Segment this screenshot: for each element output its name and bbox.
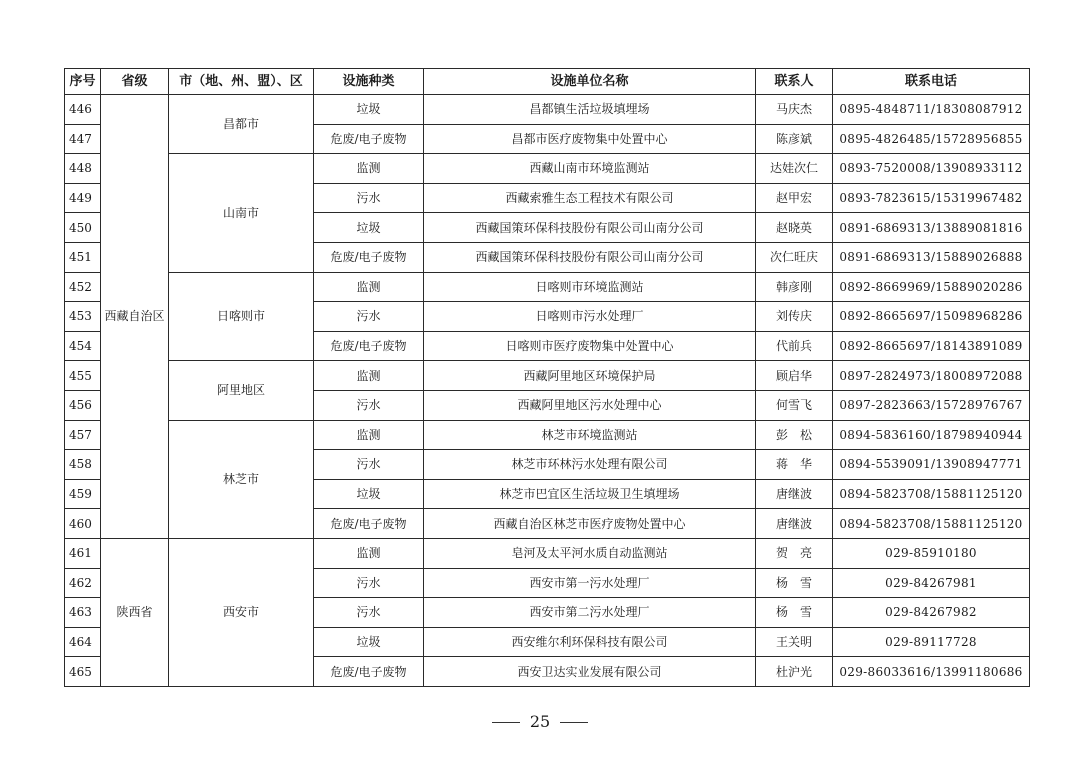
row-type: 垃圾 xyxy=(314,95,424,125)
row-type: 垃圾 xyxy=(314,213,424,243)
table-row xyxy=(65,154,1030,184)
row-contact: 陈彦斌 xyxy=(756,124,833,154)
table-row xyxy=(65,420,1030,450)
row-unit: 林芝市环林污水处理有限公司 xyxy=(424,450,756,480)
row-unit: 西藏山南市环境监测站 xyxy=(424,154,756,184)
row-phone: 0892-8665697/18143891089 xyxy=(833,331,1030,361)
row-type: 污水 xyxy=(314,450,424,480)
row-unit: 昌都镇生活垃圾填埋场 xyxy=(424,95,756,125)
row-type: 污水 xyxy=(314,390,424,420)
row-unit: 西安维尔利环保科技有限公司 xyxy=(424,627,756,657)
row-unit: 西藏阿里地区环境保护局 xyxy=(424,361,756,391)
row-contact: 次仁旺庆 xyxy=(756,242,833,272)
header-phone: 联系电话 xyxy=(833,69,1030,95)
row-seq: 453 xyxy=(65,302,101,332)
row-seq: 465 xyxy=(65,657,101,687)
row-phone: 0897-2824973/18008972088 xyxy=(833,361,1030,391)
row-type: 监测 xyxy=(314,272,424,302)
row-type: 垃圾 xyxy=(314,479,424,509)
row-contact: 唐继波 xyxy=(756,479,833,509)
row-type: 污水 xyxy=(314,183,424,213)
row-seq: 446 xyxy=(65,95,101,125)
row-contact: 顾启华 xyxy=(756,361,833,391)
row-unit: 日喀则市污水处理厂 xyxy=(424,302,756,332)
row-seq: 461 xyxy=(65,538,101,568)
row-type: 监测 xyxy=(314,361,424,391)
row-contact: 赵甲宏 xyxy=(756,183,833,213)
header-contact: 联系人 xyxy=(756,69,833,95)
row-unit: 西藏索雅生态工程技术有限公司 xyxy=(424,183,756,213)
row-seq: 451 xyxy=(65,242,101,272)
row-contact: 刘传庆 xyxy=(756,302,833,332)
row-phone: 029-84267981 xyxy=(833,568,1030,598)
row-unit: 皂河及太平河水质自动监测站 xyxy=(424,538,756,568)
row-type: 监测 xyxy=(314,538,424,568)
row-phone: 0894-5836160/18798940944 xyxy=(833,420,1030,450)
row-seq: 447 xyxy=(65,124,101,154)
city-cell: 西安市 xyxy=(169,538,314,686)
row-unit: 西藏阿里地区污水处理中心 xyxy=(424,390,756,420)
header-seq: 序号 xyxy=(65,69,101,95)
header-city: 市（地、州、盟）、区 xyxy=(169,69,314,95)
table-row xyxy=(65,272,1030,302)
row-unit: 西安市第二污水处理厂 xyxy=(424,598,756,628)
province-cell: 西藏自治区 xyxy=(101,95,169,539)
row-type: 污水 xyxy=(314,598,424,628)
row-seq: 448 xyxy=(65,154,101,184)
row-contact: 马庆杰 xyxy=(756,95,833,125)
row-unit: 日喀则市环境监测站 xyxy=(424,272,756,302)
row-contact: 杜沪光 xyxy=(756,657,833,687)
row-seq: 458 xyxy=(65,450,101,480)
row-unit: 林芝市巴宜区生活垃圾卫生填埋场 xyxy=(424,479,756,509)
header-province: 省级 xyxy=(101,69,169,95)
row-phone: 0894-5823708/15881125120 xyxy=(833,509,1030,539)
row-seq: 455 xyxy=(65,361,101,391)
row-unit: 林芝市环境监测站 xyxy=(424,420,756,450)
row-contact: 王关明 xyxy=(756,627,833,657)
row-contact: 彭 松 xyxy=(756,420,833,450)
row-type: 污水 xyxy=(314,302,424,332)
row-seq: 452 xyxy=(65,272,101,302)
row-type: 危废/电子废物 xyxy=(314,657,424,687)
city-cell: 山南市 xyxy=(169,154,314,272)
row-seq: 463 xyxy=(65,598,101,628)
row-seq: 460 xyxy=(65,509,101,539)
city-cell: 阿里地区 xyxy=(169,361,314,420)
row-phone: 0897-2823663/15728976767 xyxy=(833,390,1030,420)
row-contact: 代前兵 xyxy=(756,331,833,361)
row-seq: 462 xyxy=(65,568,101,598)
row-seq: 449 xyxy=(65,183,101,213)
table-row xyxy=(65,538,1030,568)
row-seq: 459 xyxy=(65,479,101,509)
row-phone: 0895-4826485/15728956855 xyxy=(833,124,1030,154)
row-phone: 0894-5823708/15881125120 xyxy=(833,479,1030,509)
table-row xyxy=(65,95,1030,125)
row-seq: 464 xyxy=(65,627,101,657)
header-row xyxy=(65,69,1030,95)
table-body xyxy=(65,95,1030,687)
row-contact: 杨 雪 xyxy=(756,568,833,598)
header-type: 设施种类 xyxy=(314,69,424,95)
page-footer xyxy=(0,712,1080,731)
row-type: 危废/电子废物 xyxy=(314,242,424,272)
row-type: 垃圾 xyxy=(314,627,424,657)
row-phone: 0891-6869313/15889026888 xyxy=(833,242,1030,272)
row-contact: 杨 雪 xyxy=(756,598,833,628)
row-contact: 韩彦刚 xyxy=(756,272,833,302)
page-number: 25 xyxy=(529,712,551,731)
row-phone: 029-84267982 xyxy=(833,598,1030,628)
row-contact: 何雪飞 xyxy=(756,390,833,420)
footer-dash-right xyxy=(560,722,588,723)
row-seq: 454 xyxy=(65,331,101,361)
row-phone: 0893-7823615/15319967482 xyxy=(833,183,1030,213)
row-unit: 昌都市医疗废物集中处置中心 xyxy=(424,124,756,154)
row-phone: 0893-7520008/13908933112 xyxy=(833,154,1030,184)
row-phone: 0891-6869313/13889081816 xyxy=(833,213,1030,243)
footer-dash-left xyxy=(492,722,520,723)
row-phone: 0895-4848711/18308087912 xyxy=(833,95,1030,125)
row-phone: 029-85910180 xyxy=(833,538,1030,568)
row-unit: 西藏国策环保科技股份有限公司山南分公司 xyxy=(424,213,756,243)
row-seq: 450 xyxy=(65,213,101,243)
row-contact: 赵晓英 xyxy=(756,213,833,243)
row-seq: 456 xyxy=(65,390,101,420)
row-contact: 蒋 华 xyxy=(756,450,833,480)
row-unit: 日喀则市医疗废物集中处置中心 xyxy=(424,331,756,361)
city-cell: 日喀则市 xyxy=(169,272,314,361)
row-type: 危废/电子废物 xyxy=(314,124,424,154)
city-cell: 昌都市 xyxy=(169,95,314,154)
province-cell: 陕西省 xyxy=(101,538,169,686)
row-contact: 唐继波 xyxy=(756,509,833,539)
row-type: 监测 xyxy=(314,420,424,450)
row-unit: 西藏国策环保科技股份有限公司山南分公司 xyxy=(424,242,756,272)
row-seq: 457 xyxy=(65,420,101,450)
row-type: 危废/电子废物 xyxy=(314,509,424,539)
row-type: 污水 xyxy=(314,568,424,598)
row-phone: 029-89117728 xyxy=(833,627,1030,657)
row-unit: 西藏自治区林芝市医疗废物处置中心 xyxy=(424,509,756,539)
row-phone: 029-86033616/13991180686 xyxy=(833,657,1030,687)
facility-table xyxy=(64,68,1030,687)
row-contact: 贺 亮 xyxy=(756,538,833,568)
row-unit: 西安卫达实业发展有限公司 xyxy=(424,657,756,687)
row-type: 危废/电子废物 xyxy=(314,331,424,361)
row-phone: 0894-5539091/13908947771 xyxy=(833,450,1030,480)
row-unit: 西安市第一污水处理厂 xyxy=(424,568,756,598)
row-contact: 达娃次仁 xyxy=(756,154,833,184)
row-phone: 0892-8669969/15889020286 xyxy=(833,272,1030,302)
header-unit: 设施单位名称 xyxy=(424,69,756,95)
row-phone: 0892-8665697/15098968286 xyxy=(833,302,1030,332)
row-type: 监测 xyxy=(314,154,424,184)
city-cell: 林芝市 xyxy=(169,420,314,538)
table-row xyxy=(65,361,1030,391)
